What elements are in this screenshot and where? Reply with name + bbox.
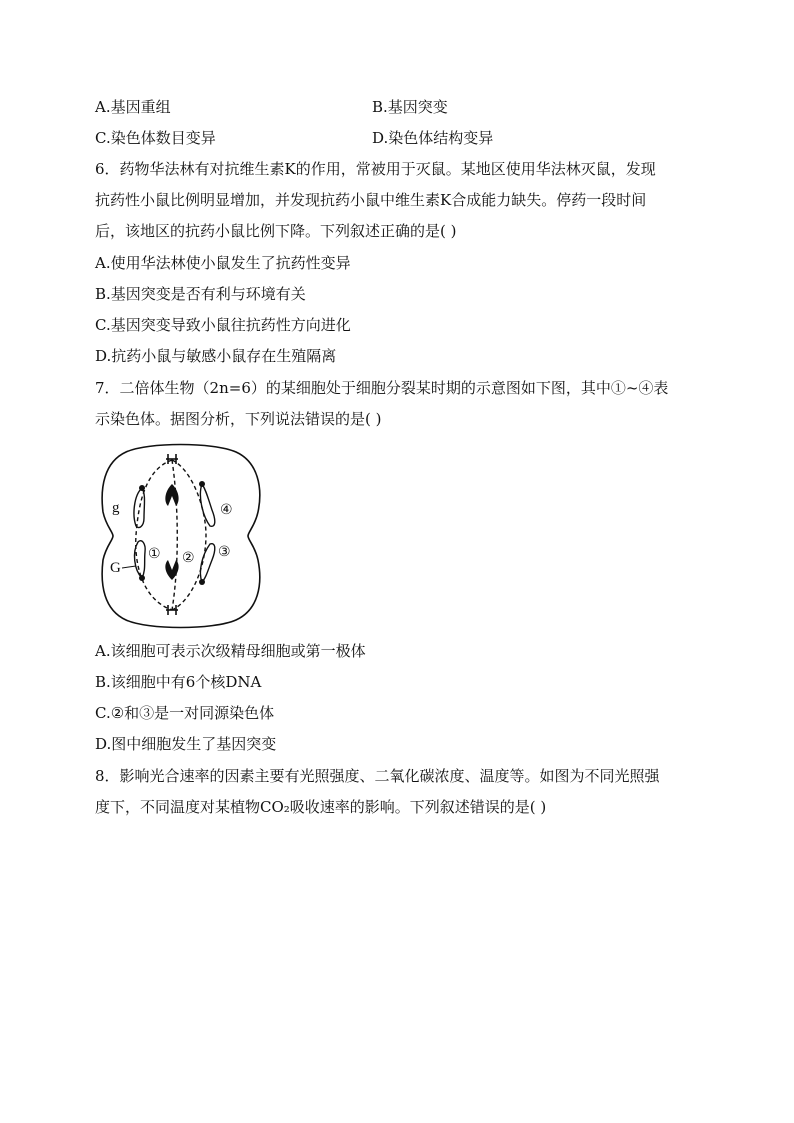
- q6-stem-line2: 抗药性小鼠比例明显增加，并发现抗药小鼠中维生素K合成能力缺失。停药一段时间: [95, 191, 647, 209]
- q7-option-b: B.该细胞中有6个核DNA: [95, 673, 262, 691]
- q7-option-c: C.②和③是一对同源染色体: [95, 704, 275, 722]
- q7-stem-line2: 示染色体。据图分析，下列说法错误的是( ): [95, 410, 382, 428]
- q8-stem-line1: 8．影响光合速率的因素主要有光照强度、二氧化碳浓度、温度等。如图为不同光照强: [95, 767, 660, 785]
- q8-stem-line2: 度下，不同温度对某植物CO₂吸收速率的影响。下列叙述错误的是( ): [95, 798, 547, 816]
- chromosome-upper-right: [200, 484, 214, 526]
- q5-option-a: A.基因重组: [95, 98, 171, 116]
- q6-stem-line1: 6．药物华法林有对抗维生素K的作用，常被用于灭鼠。某地区使用华法林灭鼠，发现: [95, 160, 656, 178]
- chromosome-upper-left: [134, 488, 145, 528]
- q5-option-d: D.染色体结构变异: [372, 129, 494, 147]
- spindle-fibers: [136, 460, 206, 610]
- q6-option-b: B.基因突变是否有利与环境有关: [95, 285, 306, 303]
- q6-option-d: D.抗药小鼠与敏感小鼠存在生殖隔离: [95, 347, 337, 365]
- chromosome-label-4: ④: [220, 502, 233, 518]
- q5-option-b: B.基因突变: [372, 98, 448, 116]
- chromosome-upper-middle: [165, 484, 178, 506]
- q7-option-d: D.图中细胞发生了基因突变: [95, 735, 277, 753]
- chromosome-label-2: ②: [182, 550, 195, 566]
- q7-stem-line1: 7．二倍体生物（2n=6）的某细胞处于细胞分裂某时期的示意图如下图，其中①~④表: [95, 379, 669, 397]
- chromosome-1: [135, 541, 146, 578]
- gene-label-g: g: [112, 500, 120, 516]
- chromosome-label-1: ①: [148, 546, 161, 562]
- q5-option-c: C.染色体数目变异: [95, 129, 216, 147]
- chromosome-2: [165, 560, 178, 580]
- q6-option-c: C.基因突变导致小鼠往抗药性方向进化: [95, 316, 351, 334]
- q6-stem-line3: 后，该地区的抗药小鼠比例下降。下列叙述正确的是( ): [95, 222, 457, 240]
- q7-option-a: A.该细胞可表示次级精母细胞或第一极体: [95, 642, 366, 660]
- gene-label-G: G: [110, 560, 121, 576]
- q6-option-a: A.使用华法林使小鼠发生了抗药性变异: [95, 254, 351, 272]
- chromosome-label-3: ③: [218, 544, 231, 560]
- centrosome-bottom: [166, 605, 178, 615]
- cell-division-diagram: [98, 440, 263, 630]
- cell-membrane: [102, 445, 260, 628]
